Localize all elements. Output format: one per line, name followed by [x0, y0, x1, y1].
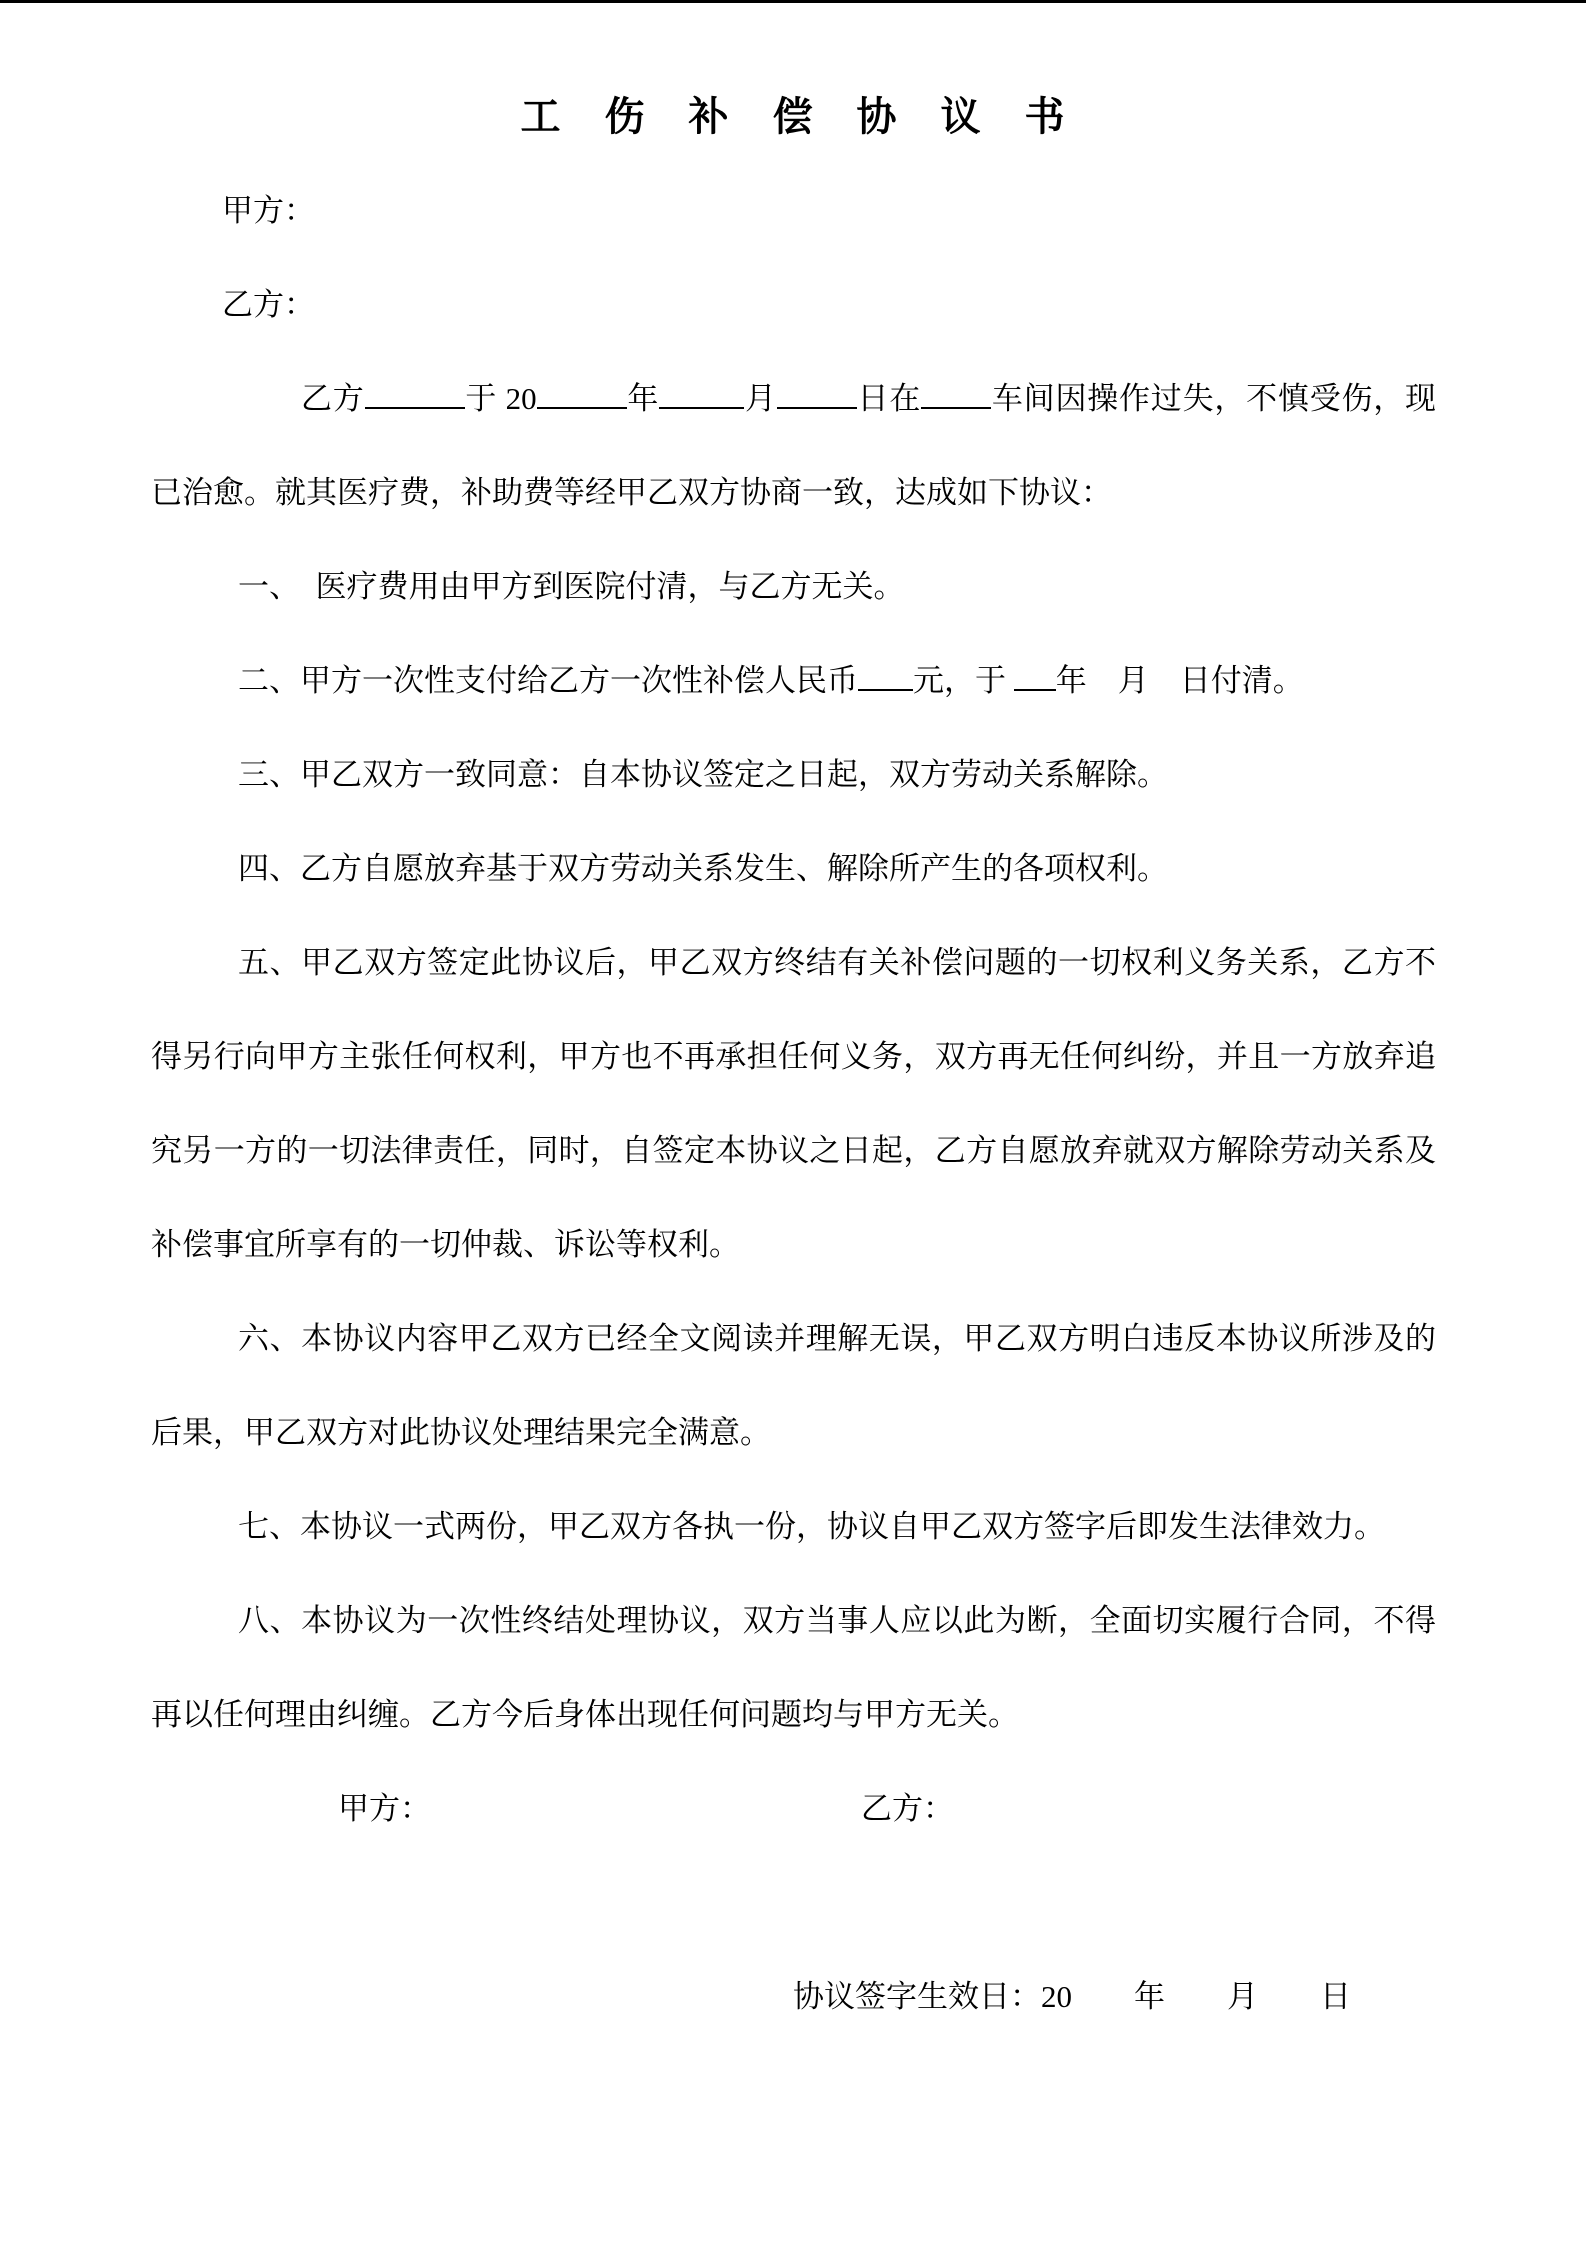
party-a-label-line: [151, 164, 1436, 258]
blank-underline: [1014, 663, 1056, 691]
clause-1: [151, 540, 1436, 634]
text-run: 六、本协议内容甲乙双方已经全文阅读并理解无误，甲乙双方明白违反本协议所涉及的后果，甲乙双方对此协议处理结果完全满意。: [151, 1321, 1436, 1450]
text-run: 二、甲方一次性支付给乙方一次性补偿人民币: [238, 663, 858, 698]
effective-date-line: [151, 1950, 1436, 2044]
text-run: 七、本协议一式两份，甲乙双方各执一份，协议自甲乙双方签字后即发生法律效力。: [238, 1509, 1385, 1544]
text-run: 甲方：: [338, 1791, 431, 1826]
text-run: 乙方：: [861, 1791, 954, 1826]
blank-underline: [537, 381, 627, 409]
party-b-label-line: [151, 258, 1436, 352]
blank-underline: [921, 381, 991, 409]
text-run: 年 月 日付清。: [1055, 663, 1304, 698]
text-run: 协议签字生效日：20 年 月 日: [793, 1979, 1351, 2014]
text-run: 于 20: [464, 381, 537, 416]
text-run: 五、甲乙双方签定此协议后，甲乙双方终结有关补偿问题的一切权利义务关系，乙方不得另行向甲方主张任何权利，甲方也不再承担任何义务，双方再无任何纠纷，并且一方放弃追究另一方的一切法律责任，同时，自签定本协议之日起，乙方自愿放弃就双方解除劳动关系及补偿事宜所享有的一切仲裁、诉讼等权利。: [151, 945, 1436, 1262]
text-run: 车间因操作过失，不慎受伤，现已治愈。就其医疗费，补助费等经甲乙双方协商一致，达成如下协议：: [151, 381, 1437, 510]
clause-7: [151, 1480, 1436, 1574]
blank-underline: [659, 381, 744, 409]
document-title: 工 伤 补 偿 协 议 书: [520, 94, 1067, 139]
text-run: 年: [626, 381, 660, 416]
blank-underline: [365, 381, 465, 409]
text-run: 三、甲乙双方一致同意：自本协议签定之日起，双方劳动关系解除。: [238, 757, 1168, 792]
intro-paragraph: [151, 352, 1436, 540]
clause-6: [151, 1292, 1436, 1480]
text-run: 乙方：: [222, 287, 315, 322]
page-top-edge-line: [0, 0, 1586, 3]
text-run: 乙方: [301, 381, 365, 416]
text-run: 甲方：: [222, 193, 315, 228]
signature-line: [151, 1762, 1436, 1856]
document-body: [151, 164, 1436, 2044]
text-run: 四、乙方自愿放弃基于双方劳动关系发生、解除所产生的各项权利。: [238, 851, 1168, 886]
clause-2: [151, 634, 1436, 728]
blank-underline: [858, 663, 913, 691]
text-run: 月: [744, 381, 777, 416]
clause-4: [151, 822, 1436, 916]
clause-8: [151, 1574, 1436, 1762]
text-run: 元，于: [913, 663, 1014, 698]
clause-5: [151, 916, 1436, 1292]
text-run: 日在: [856, 381, 922, 416]
clause-3: [151, 728, 1436, 822]
blank-underline: [777, 381, 857, 409]
horizontal-spacer: [431, 1818, 861, 1819]
text-run: 八、本协议为一次性终结处理协议，双方当事人应以此为断，全面切实履行合同，不得再以任何理由纠缠。乙方今后身体出现任何问题均与甲方无关。: [151, 1603, 1436, 1732]
text-run: 一、 医疗费用由甲方到医院付清，与乙方无关。: [238, 569, 905, 604]
